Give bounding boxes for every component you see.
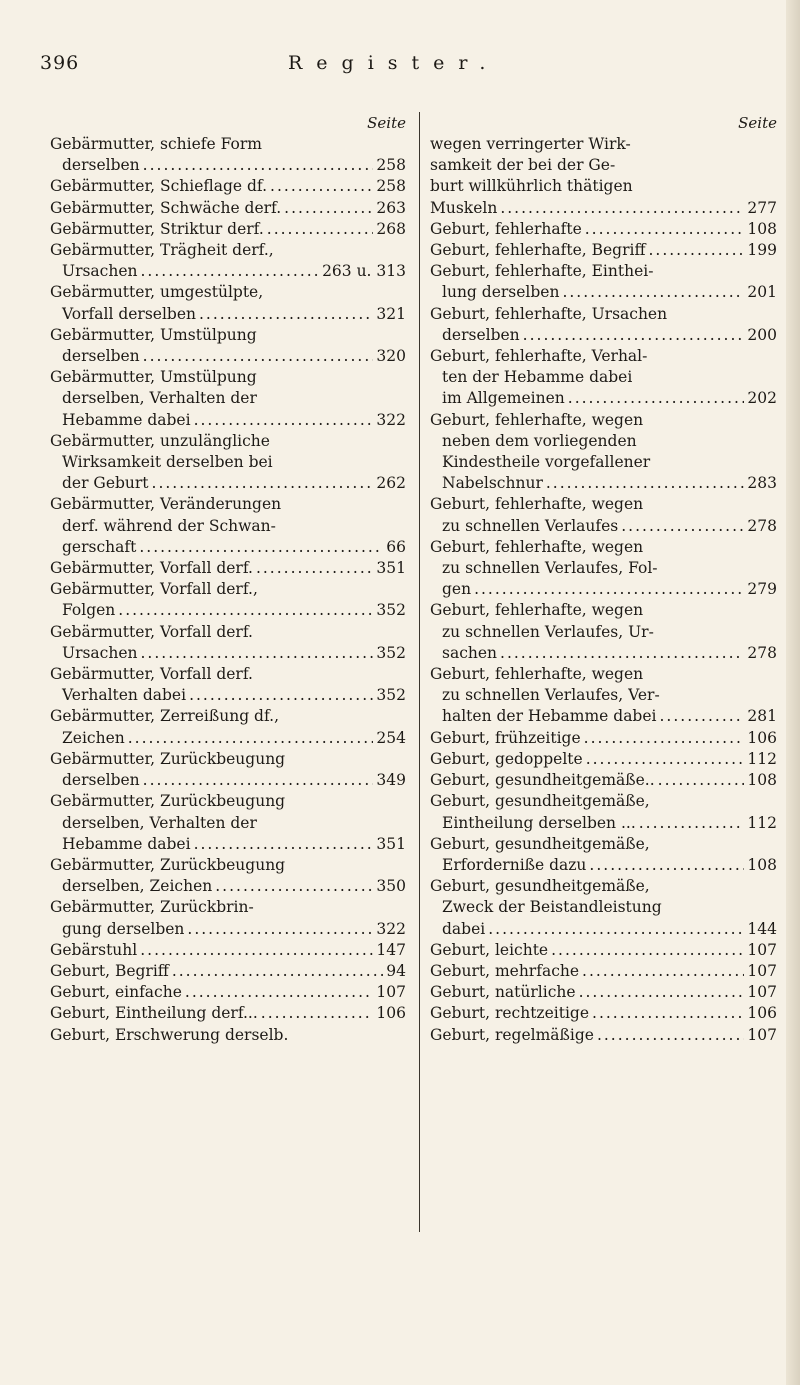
entry-text-line: Gebärmutter, Umstülpung [50,325,257,344]
entry-text-line: burt willkührlich thätigen [430,177,633,196]
index-entry [430,537,777,601]
leader-dots [584,728,745,749]
page-reference: 321 [376,304,406,323]
leader-dots [589,855,744,876]
leader-dots [194,410,374,431]
leader-dots [474,579,744,600]
entry-text-line: Ursachen [62,262,138,281]
entry-text-line: Vorfall derselben [62,304,196,323]
entry-text-line: Gebärmutter, Vorfall derf. [50,622,253,641]
entry-text-line: Gebärmutter, Zurückbeugung [50,749,286,768]
entry-text-line: Gebärmutter, Zurückbrin- [50,898,254,917]
index-entry [430,1025,777,1046]
entry-text-line: halten der Hebamme dabei [442,707,657,726]
leader-dots [500,643,744,664]
leader-dots [267,219,374,240]
leader-dots [562,282,744,303]
entry-text-line: Gebärmutter, Zurückbeugung [50,792,286,811]
entry-text-line: Gebärmutter, unzulängliche [50,431,270,450]
entry-text-line: Geburt, regelmäßige [430,1025,594,1044]
page-reference: 108 [747,855,777,874]
page-reference: 278 [747,516,777,535]
page-reference: 349 [376,771,406,790]
entry-text-line: Geburt, fehlerhafte, Ursachen [430,304,668,323]
leader-dots [621,516,744,537]
entry-text-line: Wirksamkeit derselben bei [62,453,273,472]
index-entry [50,897,406,939]
entry-text-line: Geburt, leichte [430,940,549,959]
entry-text-line: ten der Hebamme dabei [442,368,633,387]
entry-text-line: Geburt, fehlerhafte, wegen [430,537,644,556]
index-list [50,134,406,1046]
page-reference: 112 [747,749,777,768]
page-reference: 107 [747,961,777,980]
index-entry [430,982,777,1003]
entry-text-line: Geburt, fehlerhafte, Einthei- [430,262,654,281]
index-entry [50,791,406,855]
page-reference: 258 [376,156,406,175]
entry-text-line: zu schnellen Verlaufes [442,516,619,535]
entry-text-line: Geburt, rechtzeitige [430,1004,590,1023]
entry-text-line: Gebärmutter, Vorfall derf. [50,559,253,578]
entry-text-line: Gebärstuhl [50,940,138,959]
entry-text-line: gen [442,580,472,599]
entry-text-line: Zeichen [62,728,125,747]
index-entry [430,1003,777,1024]
entry-text-line: Eintheilung derselben ... [442,813,636,832]
leader-dots [284,198,373,219]
page-reference: 254 [376,728,406,747]
page-reference: 108 [747,219,777,238]
page-reference: 278 [747,643,777,662]
entry-text-line: derselben, Verhalten der [62,389,257,408]
entry-text-line: Geburt, Begriff [50,961,169,980]
entry-text-line: Gebärmutter, Schieflage df. [50,177,268,196]
running-header [40,52,740,80]
entry-text-line: Gebärmutter, Umstülpung [50,368,257,387]
entry-text-line: Geburt, einfache [50,983,182,1002]
page-reference: 351 [376,834,406,853]
leader-dots [143,346,374,367]
index-entry [430,961,777,982]
index-entry [50,1003,406,1024]
leader-dots [172,961,383,982]
entry-text-line: Muskeln [430,198,498,217]
index-entry [430,600,777,664]
page-reference: 283 [747,474,777,493]
entry-text-line: Gebärmutter, Vorfall derf., [50,580,258,599]
leader-dots [658,770,745,791]
page-reference: 106 [747,728,777,747]
index-entry [50,282,406,324]
leader-dots [597,1025,744,1046]
entry-text-line: gung derselben [62,919,185,938]
page-reference: 352 [376,686,406,705]
seite-label: Seite [738,114,777,132]
entry-text-line: Gebärmutter, Zurückbeugung [50,855,286,874]
entry-text-line: Geburt, fehlerhafte, wegen [430,601,644,620]
leader-dots [143,155,374,176]
entry-text-line: Geburt, natürliche [430,983,576,1002]
index-entry [50,706,406,748]
index-entry [430,134,777,219]
leader-dots [141,643,374,664]
entry-text-line: Geburt, frühzeitige [430,728,581,747]
index-entry [430,261,777,303]
entry-text-line: derselben, Verhalten der [62,813,257,832]
page-reference: 262 [376,474,406,493]
entry-text-line: Geburt, mehrfache [430,961,580,980]
running-title: Register. [288,52,500,74]
page-reference: 322 [376,410,406,429]
page-reference: 107 [376,983,406,1002]
index-entry [50,431,406,495]
leader-dots [128,728,374,749]
index-entry [430,346,777,410]
entry-text-line: gerschaft [62,537,137,556]
leader-dots [215,876,373,897]
entry-text-line: derselben, Zeichen [62,877,213,896]
page-reference: 352 [376,643,406,662]
leader-dots [546,473,745,494]
page-reference: 201 [747,283,777,302]
leader-dots [152,473,374,494]
index-entry [50,749,406,791]
entry-text-line: Hebamme dabei [62,410,191,429]
index-entry [430,770,777,791]
leader-dots [140,940,373,961]
leader-dots [270,176,373,197]
entry-text-line: zu schnellen Verlaufes, Ver- [442,686,660,705]
entry-text-line: Gebärmutter, Vorfall derf. [50,665,253,684]
entry-text-line: Gebärmutter, Schwäche derf. [50,198,282,217]
page-reference: 351 [376,559,406,578]
page-reference: 94 [386,961,406,980]
entry-text-line: Gebärmutter, Veränderungen [50,495,282,514]
entry-text-line: Nabelschnur [442,474,543,493]
entry-text-line: Geburt, fehlerhafte, wegen [430,495,644,514]
page-reference: 107 [747,983,777,1002]
page-reference: 147 [376,940,406,959]
leader-dots [141,261,320,282]
index-entry [50,325,406,367]
page-edge [786,0,800,1385]
page-reference: 107 [747,940,777,959]
page-reference: 320 [376,347,406,366]
entry-text-line: Gebärmutter, umgestülpte, [50,283,264,302]
index-entry [430,494,777,536]
index-entry [430,834,777,876]
index-entry [430,791,777,833]
index-entry [430,876,777,940]
entry-text-line: Ursachen [62,643,138,662]
entry-text-line: Geburt, Eintheilung derf... [50,1004,258,1023]
entry-text-line: Geburt, fehlerhafte, wegen [430,410,644,429]
page-reference: 268 [376,219,406,238]
leader-dots [139,537,383,558]
leader-dots [523,325,745,346]
entry-text-line: Geburt, fehlerhafte [430,219,582,238]
entry-text-line: derselben [62,771,140,790]
leader-dots [500,198,744,219]
leader-dots [488,919,744,940]
index-column-right [430,112,777,1046]
entry-text-line: Gebärmutter, Striktur derf. [50,219,264,238]
page-reference: 108 [747,771,777,790]
index-entry [430,749,777,770]
leader-dots [261,1003,374,1024]
index-entry [50,198,406,219]
entry-text-line: Kindestheile vorgefallener [442,453,651,472]
page-reference: 106 [376,1004,406,1023]
page-reference: 281 [747,707,777,726]
leader-dots [582,961,744,982]
leader-dots [568,388,745,409]
entry-text-line: Gebärmutter, Trägheit derf., [50,241,274,260]
entry-text-line: sachen [442,643,498,662]
leader-dots [185,982,374,1003]
page-reference: 144 [747,919,777,938]
page-reference: 202 [747,389,777,408]
index-entry [50,176,406,197]
page-reference: 199 [747,241,777,260]
index-entry [430,304,777,346]
index-entry [430,219,777,240]
entry-text-line: zu schnellen Verlaufes, Ur- [442,622,654,641]
entry-text-line: derselben [62,156,140,175]
entry-text-line: Gebärmutter, schiefe Form [50,135,262,153]
page-reference: 112 [747,813,777,832]
index-entry [50,134,406,176]
leader-dots [579,982,745,1003]
column-divider [419,112,420,1232]
leader-dots [199,304,373,325]
leader-dots [592,1003,744,1024]
entry-text-line: wegen verringerter Wirk- [430,135,631,153]
page-number: 396 [40,52,80,74]
leader-dots [256,558,373,579]
index-column-left [50,112,406,1046]
entry-text-line: Erforderniße dazu [442,855,587,874]
index-entry [430,728,777,749]
index-entry [50,219,406,240]
index-entry [50,579,406,621]
index-entry [430,410,777,495]
leader-dots [118,600,373,621]
leader-dots [551,940,744,961]
entry-text-line: Geburt, gesundheitgemäße.. [430,771,655,790]
entry-text-line: Geburt, gedoppelte [430,749,583,768]
index-entry [50,494,406,558]
page-reference: 350 [376,877,406,896]
page-reference: 322 [376,919,406,938]
entry-text-line: Folgen [62,601,116,620]
index-entry [50,940,406,961]
index-entry [50,1025,406,1046]
index-entry [50,240,406,282]
entry-text-line: Geburt, fehlerhafte, Verhal- [430,347,648,366]
page-reference: 200 [747,325,777,344]
page-reference: 263 [376,198,406,217]
index-entry [50,982,406,1003]
page-reference: 106 [747,1004,777,1023]
index-entry [430,940,777,961]
entry-text-line: Geburt, fehlerhafte, wegen [430,665,644,684]
index-entry [50,664,406,706]
leader-dots [660,706,745,727]
entry-text-line: Gebärmutter, Zerreißung df., [50,707,280,726]
entry-text-line: Geburt, gesundheitgemäße, [430,877,650,896]
entry-text-line: Geburt, fehlerhafte, Begriff [430,241,646,260]
page-reference: 279 [747,580,777,599]
leader-dots [189,685,373,706]
entry-text-line: Zweck der Beistandleistung [442,898,662,917]
leader-dots [586,749,745,770]
leader-dots [648,240,744,261]
entry-text-line: Hebamme dabei [62,834,191,853]
index-entry [430,240,777,261]
entry-text-line: derselben [62,347,140,366]
index-entry [50,367,406,431]
page-reference: 107 [747,1025,777,1044]
seite-label: Seite [367,114,406,132]
entry-text-line: neben dem vorliegenden [442,431,637,450]
entry-text-line: derselben [442,325,520,344]
leader-dots [143,770,374,791]
entry-text-line: derf. während der Schwan- [62,516,276,535]
page-reference: 277 [747,198,777,217]
entry-text-line: dabei [442,919,486,938]
entry-text-line: Verhalten dabei [62,686,187,705]
leader-dots [194,834,374,855]
index-list [430,134,777,1046]
page-reference: 258 [376,177,406,196]
entry-text-line: Geburt, gesundheitgemäße, [430,792,650,811]
index-entry [50,558,406,579]
index-entry [50,855,406,897]
entry-text-line: Geburt, gesundheitgemäße, [430,834,650,853]
entry-text-line: Geburt, Erschwerung derselb. [50,1025,289,1044]
page-reference: 352 [376,601,406,620]
entry-text-line: der Geburt [62,474,149,493]
leader-dots [187,919,373,940]
page-reference: 66 [386,537,406,556]
page-reference: 263 u. 313 [322,262,406,281]
index-entry [430,664,777,728]
leader-dots [639,813,745,834]
entry-text-line: lung derselben [442,283,560,302]
entry-text-line: samkeit der bei der Ge- [430,156,616,175]
index-entry [50,622,406,664]
leader-dots [585,219,745,240]
entry-text-line: im Allgemeinen [442,389,565,408]
index-entry [50,961,406,982]
entry-text-line: zu schnellen Verlaufes, Fol- [442,559,658,578]
